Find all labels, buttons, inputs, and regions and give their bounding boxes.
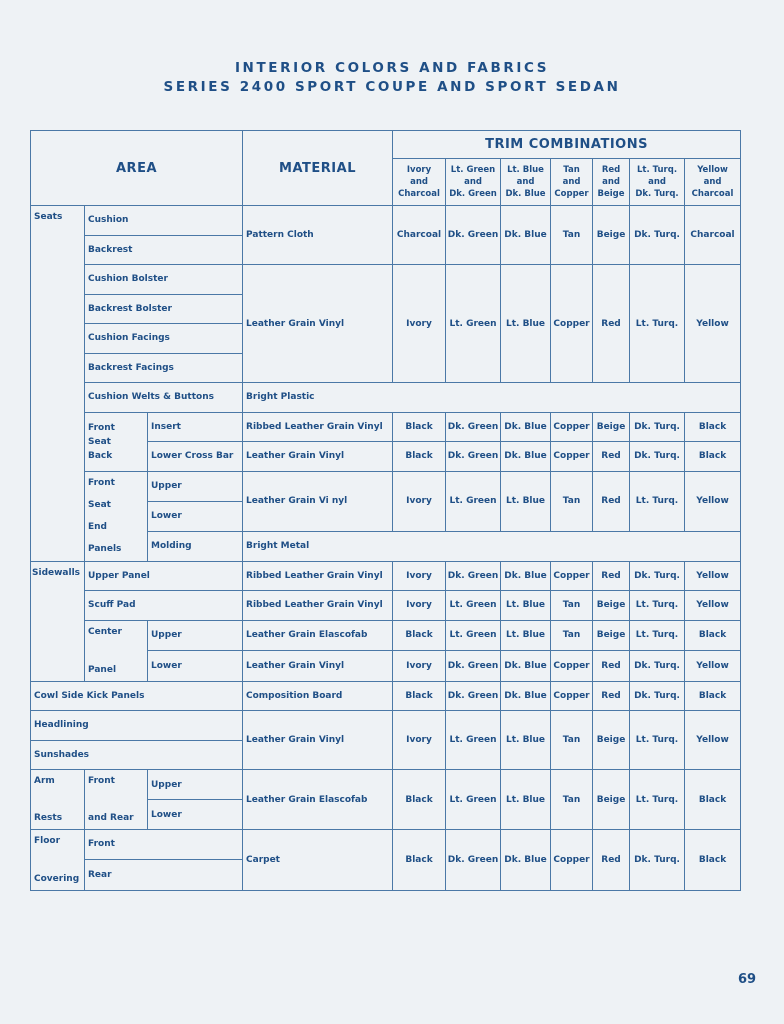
- trim-column-header: Tan and Copper: [551, 159, 593, 206]
- trim-color-cell: Red: [593, 651, 630, 682]
- trim-color-cell: Yellow: [685, 471, 741, 531]
- trim-color-cell: Dk. Green: [446, 681, 501, 711]
- area-welts-buttons: Cushion Welts & Buttons: [85, 383, 243, 413]
- area-scuff-pad: Scuff Pad: [85, 591, 243, 621]
- trim-color-cell: Ivory: [393, 591, 446, 621]
- area-lower: Lower: [148, 651, 243, 682]
- label-line: and Rear: [88, 813, 134, 823]
- label-line: End: [88, 522, 107, 533]
- area-cushion-facings: Cushion Facings: [85, 324, 243, 354]
- trim-color-cell: Black: [393, 412, 446, 442]
- trim-color-cell: Dk. Turq.: [630, 442, 685, 472]
- label-line: Panels: [88, 544, 122, 555]
- area-backrest: Backrest: [85, 235, 243, 265]
- trim-color-cell: Black: [393, 442, 446, 472]
- trim-color-cell: Lt. Blue: [501, 265, 551, 383]
- trim-color-cell: Beige: [593, 620, 630, 651]
- trim-color-cell: Yellow: [685, 591, 741, 621]
- trim-color-cell: Yellow: [685, 265, 741, 383]
- trim-color-cell: Copper: [551, 442, 593, 472]
- trim-color-cell: Lt. Green: [446, 265, 501, 383]
- area-cushion: Cushion: [85, 206, 243, 236]
- trim-color-cell: Black: [393, 681, 446, 711]
- area-seats: Seats: [31, 206, 85, 562]
- trim-color-cell: Red: [593, 442, 630, 472]
- trim-color-cell: Lt. Blue: [501, 711, 551, 770]
- trim-color-cell: Black: [393, 620, 446, 651]
- trim-color-cell: Copper: [551, 412, 593, 442]
- trim-color-cell: Dk. Green: [446, 561, 501, 591]
- trim-color-cell: Red: [593, 561, 630, 591]
- trim-color-cell: Black: [393, 770, 446, 830]
- trim-color-cell: Dk. Turq.: [630, 830, 685, 891]
- material: Carpet: [243, 830, 393, 891]
- trim-color-cell: Dk. Blue: [501, 412, 551, 442]
- trim-color-cell: Red: [593, 265, 630, 383]
- trim-color-cell: Copper: [551, 265, 593, 383]
- trim-color-cell: Red: [593, 681, 630, 711]
- header-material: MATERIAL: [243, 131, 393, 206]
- trim-color-cell: Ivory: [393, 711, 446, 770]
- trim-color-cell: Yellow: [685, 561, 741, 591]
- trim-color-cell: Copper: [551, 651, 593, 682]
- header-area: AREA: [31, 131, 243, 206]
- trim-color-cell: Lt. Green: [446, 471, 501, 531]
- trim-color-cell: Dk. Blue: [501, 651, 551, 682]
- material: Composition Board: [243, 681, 393, 711]
- trim-column-header: Lt. Blue and Dk. Blue: [501, 159, 551, 206]
- trim-color-cell: Beige: [593, 206, 630, 265]
- material: Pattern Cloth: [243, 206, 393, 265]
- material: Leather Grain Elascofab: [243, 620, 393, 651]
- material: Bright Metal: [243, 531, 741, 561]
- trim-color-cell: Lt. Turq.: [630, 265, 685, 383]
- area-front: Front: [85, 830, 243, 860]
- trim-color-cell: Black: [685, 681, 741, 711]
- material: Leather Grain Elascofab: [243, 770, 393, 830]
- trim-color-cell: Beige: [593, 412, 630, 442]
- trim-color-cell: Black: [685, 770, 741, 830]
- area-molding: Molding: [148, 531, 243, 561]
- material: Leather Grain Vinyl: [243, 265, 393, 383]
- trim-column-header: Lt. Turq. and Dk. Turq.: [630, 159, 685, 206]
- area-headlining: Headlining: [31, 711, 243, 741]
- trim-color-cell: Beige: [593, 711, 630, 770]
- trim-color-cell: Dk. Turq.: [630, 206, 685, 265]
- area-cowl-side-kick-panels: Cowl Side Kick Panels: [31, 681, 243, 711]
- label-line: Panel: [88, 664, 117, 675]
- label-line: Floor: [34, 836, 61, 846]
- page-number: 69: [738, 972, 757, 987]
- trim-column-header: Lt. Green and Dk. Green: [446, 159, 501, 206]
- trim-color-cell: Tan: [551, 206, 593, 265]
- area-upper: Upper: [148, 770, 243, 800]
- trim-color-cell: Yellow: [685, 651, 741, 682]
- trim-color-cell: Red: [593, 471, 630, 531]
- trim-color-cell: Lt. Turq.: [630, 711, 685, 770]
- trim-color-cell: Charcoal: [393, 206, 446, 265]
- trim-color-cell: Lt. Turq.: [630, 770, 685, 830]
- trim-color-cell: Dk. Green: [446, 651, 501, 682]
- label-line: Center: [88, 626, 122, 637]
- trim-color-cell: Beige: [593, 770, 630, 830]
- label-line: Seat: [88, 499, 111, 510]
- trim-column-header: Red and Beige: [593, 159, 630, 206]
- label-line: Front: [88, 776, 115, 786]
- label-line: Covering: [34, 874, 80, 884]
- area-lower-cross-bar: Lower Cross Bar: [148, 442, 243, 472]
- trim-color-cell: Ivory: [393, 471, 446, 531]
- trim-color-cell: Dk. Green: [446, 206, 501, 265]
- trim-color-cell: Red: [593, 830, 630, 891]
- material: Ribbed Leather Grain Vinyl: [243, 591, 393, 621]
- trim-color-cell: Lt. Turq.: [630, 591, 685, 621]
- trim-color-cell: Dk. Green: [446, 830, 501, 891]
- trim-color-cell: Dk. Blue: [501, 681, 551, 711]
- trim-color-cell: Yellow: [685, 711, 741, 770]
- material: Ribbed Leather Grain Vinyl: [243, 561, 393, 591]
- trim-color-cell: Dk. Blue: [501, 206, 551, 265]
- area-upper-panel: Upper Panel: [85, 561, 243, 591]
- area-backrest-bolster: Backrest Bolster: [85, 294, 243, 324]
- area-center-panel: [85, 620, 148, 681]
- trim-color-cell: Copper: [551, 830, 593, 891]
- material: Leather Grain Vi nyl: [243, 471, 393, 531]
- page-title: INTERIOR COLORS AND FABRICS: [234, 60, 550, 76]
- trim-column-header: Yellow and Charcoal: [685, 159, 741, 206]
- trim-color-cell: Black: [685, 412, 741, 442]
- area-upper: Upper: [148, 471, 243, 501]
- material: Leather Grain Vinyl: [243, 711, 393, 770]
- area-sidewalls: Sidewalls: [31, 561, 85, 681]
- trim-color-cell: Lt. Green: [446, 591, 501, 621]
- area-front-seat-end-panels: [85, 471, 148, 561]
- trim-color-cell: Dk. Blue: [501, 830, 551, 891]
- trim-color-cell: Copper: [551, 561, 593, 591]
- label-line: Arm: [34, 776, 55, 786]
- area-cushion-bolster: Cushion Bolster: [85, 265, 243, 295]
- trim-color-cell: Black: [393, 830, 446, 891]
- trim-color-cell: Copper: [551, 681, 593, 711]
- trim-color-cell: Tan: [551, 770, 593, 830]
- area-arm-rests: [31, 770, 85, 830]
- trim-color-cell: Ivory: [393, 651, 446, 682]
- area-insert: Insert: [148, 412, 243, 442]
- trim-color-cell: Dk. Turq.: [630, 681, 685, 711]
- trim-color-cell: Black: [685, 830, 741, 891]
- trim-color-cell: Tan: [551, 471, 593, 531]
- area-floor-covering: [31, 830, 85, 891]
- trim-color-cell: Tan: [551, 711, 593, 770]
- material: Ribbed Leather Grain Vinyl: [243, 412, 393, 442]
- trim-color-cell: Lt. Blue: [501, 770, 551, 830]
- trim-color-cell: Black: [685, 442, 741, 472]
- trim-color-cell: Lt. Green: [446, 770, 501, 830]
- trim-color-cell: Tan: [551, 591, 593, 621]
- trim-color-cell: Dk. Blue: [501, 442, 551, 472]
- trim-color-cell: Dk. Turq.: [630, 412, 685, 442]
- area-lower: Lower: [148, 800, 243, 830]
- material: Leather Grain Vinyl: [243, 442, 393, 472]
- trim-color-cell: Lt. Turq.: [630, 620, 685, 651]
- trim-color-cell: Lt. Blue: [501, 591, 551, 621]
- trim-color-cell: Lt. Green: [446, 711, 501, 770]
- trim-color-cell: Dk. Green: [446, 442, 501, 472]
- area-front-and-rear: [85, 770, 148, 830]
- trim-color-cell: Beige: [593, 591, 630, 621]
- trim-column-header: Ivory and Charcoal: [393, 159, 446, 206]
- trim-color-cell: Ivory: [393, 561, 446, 591]
- trim-color-cell: Dk. Turq.: [630, 561, 685, 591]
- area-rear: Rear: [85, 859, 243, 890]
- trim-color-cell: Lt. Blue: [501, 620, 551, 651]
- header-trim-combinations: TRIM COMBINATIONS: [393, 131, 741, 159]
- trim-color-cell: Dk. Blue: [501, 561, 551, 591]
- page-subtitle: SERIES 2400 SPORT COUPE AND SPORT SEDAN: [163, 79, 621, 95]
- trim-color-cell: Lt. Green: [446, 620, 501, 651]
- material: Bright Plastic: [243, 383, 741, 413]
- area-front-seat-back: Front Seat Back: [85, 412, 148, 471]
- trim-color-cell: Ivory: [393, 265, 446, 383]
- trim-color-cell: Dk. Turq.: [630, 651, 685, 682]
- label-line: Rests: [34, 813, 63, 823]
- area-lower: Lower: [148, 501, 243, 531]
- label-line: Front: [88, 477, 115, 488]
- area-upper: Upper: [148, 620, 243, 651]
- area-backrest-facings: Backrest Facings: [85, 353, 243, 383]
- trim-color-cell: Black: [685, 620, 741, 651]
- trim-color-cell: Charcoal: [685, 206, 741, 265]
- trim-color-cell: Dk. Green: [446, 412, 501, 442]
- trim-color-cell: Lt. Turq.: [630, 471, 685, 531]
- material: Leather Grain Vinyl: [243, 651, 393, 682]
- interior-colors-table: [30, 130, 741, 891]
- trim-color-cell: Tan: [551, 620, 593, 651]
- area-sunshades: Sunshades: [31, 740, 243, 770]
- trim-color-cell: Lt. Blue: [501, 471, 551, 531]
